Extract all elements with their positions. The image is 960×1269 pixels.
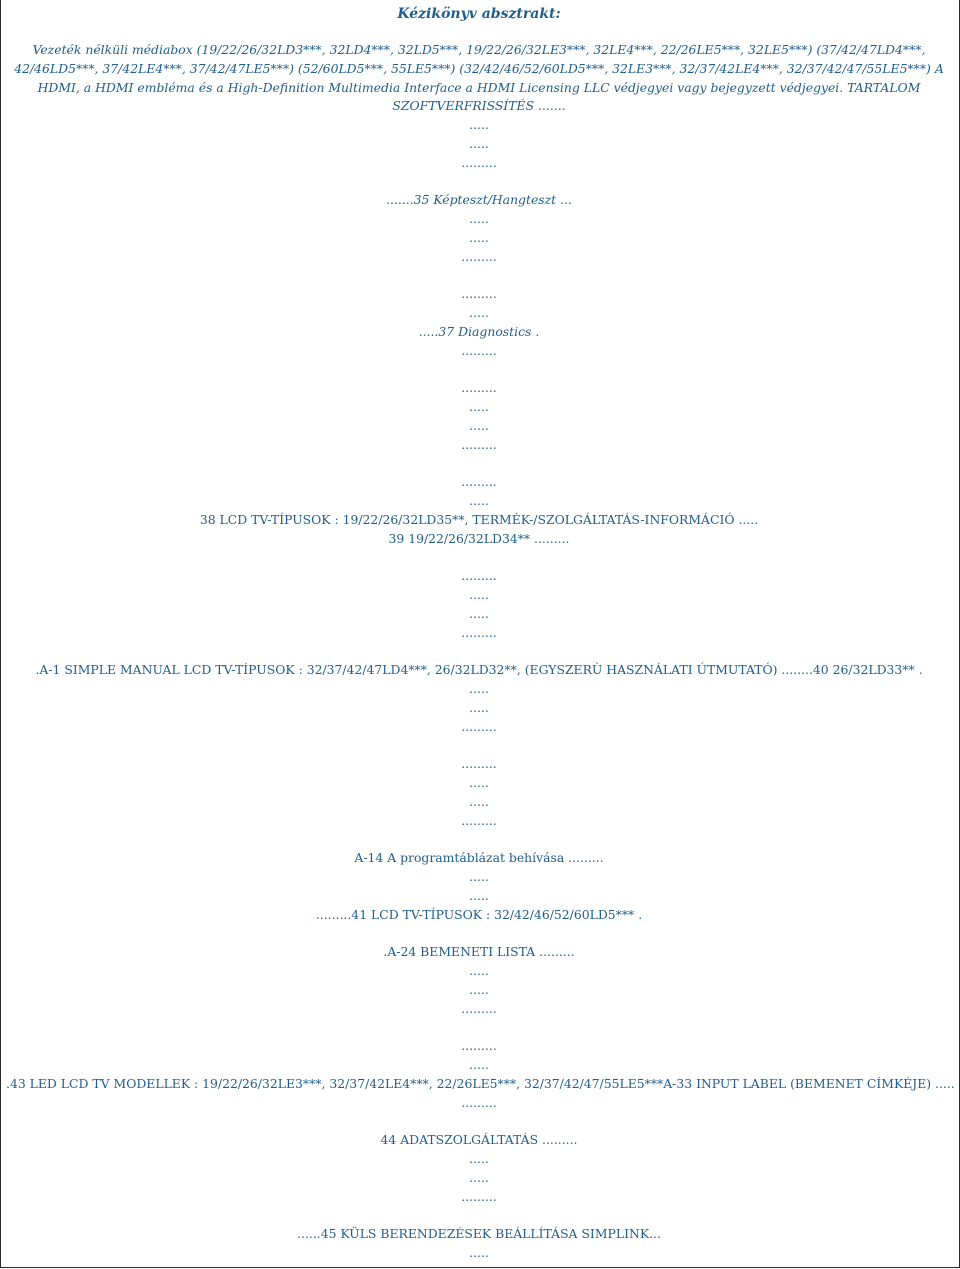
toc-line: ..... [469,699,489,715]
toc-line: .......35 Képteszt/Hangteszt ... [386,192,572,208]
toc-line: ..... [469,1057,489,1073]
toc-line: ......45 KÜLS BERENDEZÉSEK BEÁLLÍTÁSA SIMPLINK... [297,1226,661,1242]
page-title: Kézikönyv absztrakt: [397,6,561,22]
toc-line: ......... [461,624,497,640]
toc-line: ......... [461,436,497,452]
toc-spacer [6,549,952,568]
toc-spacer [6,1112,952,1131]
toc-line: ..... [469,493,489,509]
abstract-text: Vezeték nélküli médiabox (19/22/26/32LD3***, 32LD4***, 32LD5***, 19/22/26/32LE3***, 32LE4***, 22/26LE5***, 32LE5***) (37/42/47LD4***, 42/46LD5***, 37/42LE4***, 37/42/47LE5***) (52/60LD5***, 55LE5***) (32/42/46/52/60LD5***, 32LE3***, 32/37/42LE4***, 32/37/42/47/55LE5***) A HDMI, a HDMI embléma és a High-Definition Multimedia Interface a HDMI Licensing LLC védjegyei vagy bejegyzett védjegyei. TARTALOM SZOFTVERFRISSÍTÉS ....... [14,42,944,114]
toc-line: .43 LED LCD TV MODELLEK : 19/22/26/32LE3***, 32/37/42LE4***, 22/26LE5***, 32/37/42/47/55LE5***A-33 INPUT LABEL (BEMENET CÍMKÉJE) ..... [6,1075,955,1091]
toc-spacer [6,643,952,662]
toc-spacer [6,1206,952,1225]
toc-spacer [6,455,952,474]
toc-line: ......... [461,154,497,170]
toc-line: ......... [461,756,497,772]
toc-spacer [6,924,952,943]
toc-line: .........41 LCD TV-TÍPUSOK : 32/42/46/52/60LD5*** . [315,906,643,922]
toc-line: ..... [469,417,489,433]
toc-line: 44 ADATSZOLGÁLTATÁS ......... [380,1132,578,1148]
toc-line: ..... [469,135,489,151]
toc-line: ..... [469,793,489,809]
toc-line: ......... [461,1094,497,1110]
toc-line: A-14 A programtáblázat behívása ......... [354,850,604,866]
table-of-contents [6,116,955,1263]
toc-line: ......... [461,1038,497,1054]
toc-line: ..... [469,1245,489,1260]
toc-line: ..... [469,229,489,245]
toc-line: ......... [461,718,497,734]
toc-line: ......... [461,342,497,358]
toc-line: ..... [469,587,489,603]
toc-line: ..... [469,305,489,321]
toc-line: ......... [461,1188,497,1204]
toc-line: 38 LCD TV-TÍPUSOK : 19/22/26/32LD35**, TERMÉK-/SZOLGÁLTATÁS-INFORMÁCIÓ ..... [199,511,759,527]
toc-line: ..... [469,605,489,621]
toc-line: ......... [461,568,497,584]
toc-line: ..... [469,887,489,903]
toc-line: ......... [461,380,497,396]
toc-line: ..... [469,211,489,227]
toc-spacer [6,173,952,192]
toc-line: ..... [469,399,489,415]
toc-spacer [6,1018,952,1037]
toc-line: ..... [469,981,489,997]
toc-line: ......... [461,812,497,828]
toc-line: ......... [461,286,497,302]
toc-line: .....37 Diagnostics . [418,323,540,339]
toc-line: .A-24 BEMENETI LISTA ......... [383,944,575,960]
toc-spacer [6,736,952,755]
toc-line: ..... [469,775,489,791]
toc-spacer [6,361,952,380]
toc-line: 39 19/22/26/32LD34** ......... [388,530,570,546]
toc-line: ..... [469,117,489,133]
toc-line: ..... [469,1151,489,1167]
document [6,0,955,1263]
toc-spacer [6,267,952,286]
toc-line: ..... [469,681,489,697]
toc-spacer [6,830,952,849]
toc-line: ......... [461,248,497,264]
toc-line: .A-1 SIMPLE MANUAL LCD TV-TÍPUSOK : 32/37/42/47LD4***, 26/32LD32**, (EGYSZERÙ HASZNÁLATI ÚTMUTATÓ) ........40 26/32LD33** . [35,662,923,678]
toc-line: ..... [469,1169,489,1185]
toc-line: ......... [461,1000,497,1016]
toc-line: ..... [469,963,489,979]
toc-line: ..... [469,869,489,885]
toc-line: ......... [461,474,497,490]
